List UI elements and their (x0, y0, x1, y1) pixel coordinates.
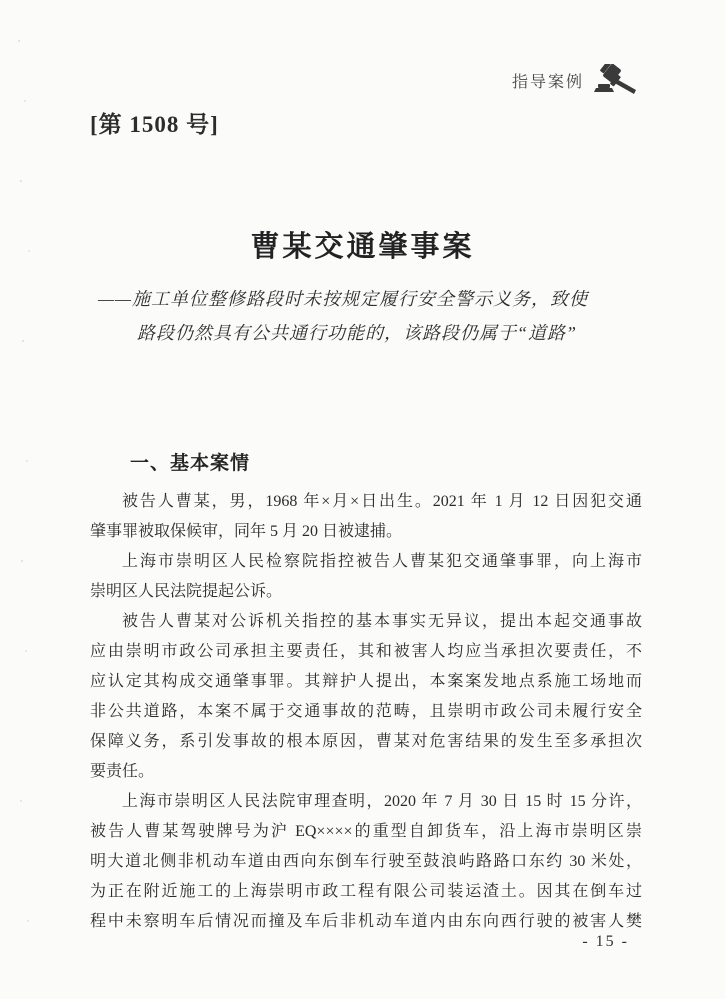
section-heading: 一、基本案情 (130, 453, 251, 474)
body-line: 上海市崇明区人民检察院指控被告人曹某犯交通肇事罪，向上海市 (122, 553, 642, 570)
body-line: 应认定其构成交通肇事罪。其辩护人提出，本案案发地点系施工场地而 (90, 673, 642, 690)
case-subtitle-line: ——施工单位整修路段时未按规定履行安全警示义务，致使 (98, 289, 589, 309)
header-label: 指导案例 (511, 73, 584, 91)
body-line: 应由崇明市政公司承担主要责任，其和被害人均应当承担次要责任，不 (90, 643, 642, 660)
body-line: 被告人曹某对公诉机关指控的基本事实无异议，提出本起交通事故 (122, 613, 642, 630)
body-text (90, 487, 642, 937)
body-line: 为正在附近施工的上海崇明市政工程有限公司装运渣土。因其在倒车过 (90, 883, 642, 900)
body-line: 肇事罪被取保候审，同年 5 月 20 日被逮捕。 (90, 523, 403, 540)
body-line: 程中未察明车后情况而撞及车后非机动车道内由东向西行驶的被害人樊 (90, 913, 642, 930)
page-number: - 15 - (582, 933, 629, 950)
case-subtitle-line: 路段仍然具有公共通行功能的，该路段仍属于“道路” (136, 323, 578, 343)
page-header (512, 64, 639, 96)
case-title: 曹某交通肇事案 (250, 231, 475, 263)
body-line: 上海市崇明区人民法院审理查明，2020 年 7 月 30 日 15 时 15 分许， (122, 793, 642, 810)
body-line: 明大道北侧非机动车道由西向东倒车行驶至鼓浪屿路路口东约 30 米处， (90, 853, 642, 870)
gavel-icon (593, 64, 639, 96)
case-subtitle (98, 282, 616, 350)
body-line: 崇明区人民法院提起公诉。 (90, 583, 283, 600)
body-line: 要责任。 (90, 763, 155, 780)
scan-noise-artifacts (18, 40, 20, 42)
body-line: 非公共道路，本案不属于交通事故的范畴，且崇明市政公司未履行安全 (90, 703, 642, 720)
case-number: [第 1508 号] (90, 112, 219, 137)
body-line: 保障义务，系引发事故的根本原因，曹某对危害结果的发生至多承担次 (90, 733, 642, 750)
body-line: 被告人曹某，男，1968 年×月×日出生。2021 年 1 月 12 日因犯交通 (122, 493, 642, 510)
body-line: 被告人曹某驾驶牌号为沪 EQ××××的重型自卸货车，沿上海市崇明区崇 (90, 823, 642, 840)
